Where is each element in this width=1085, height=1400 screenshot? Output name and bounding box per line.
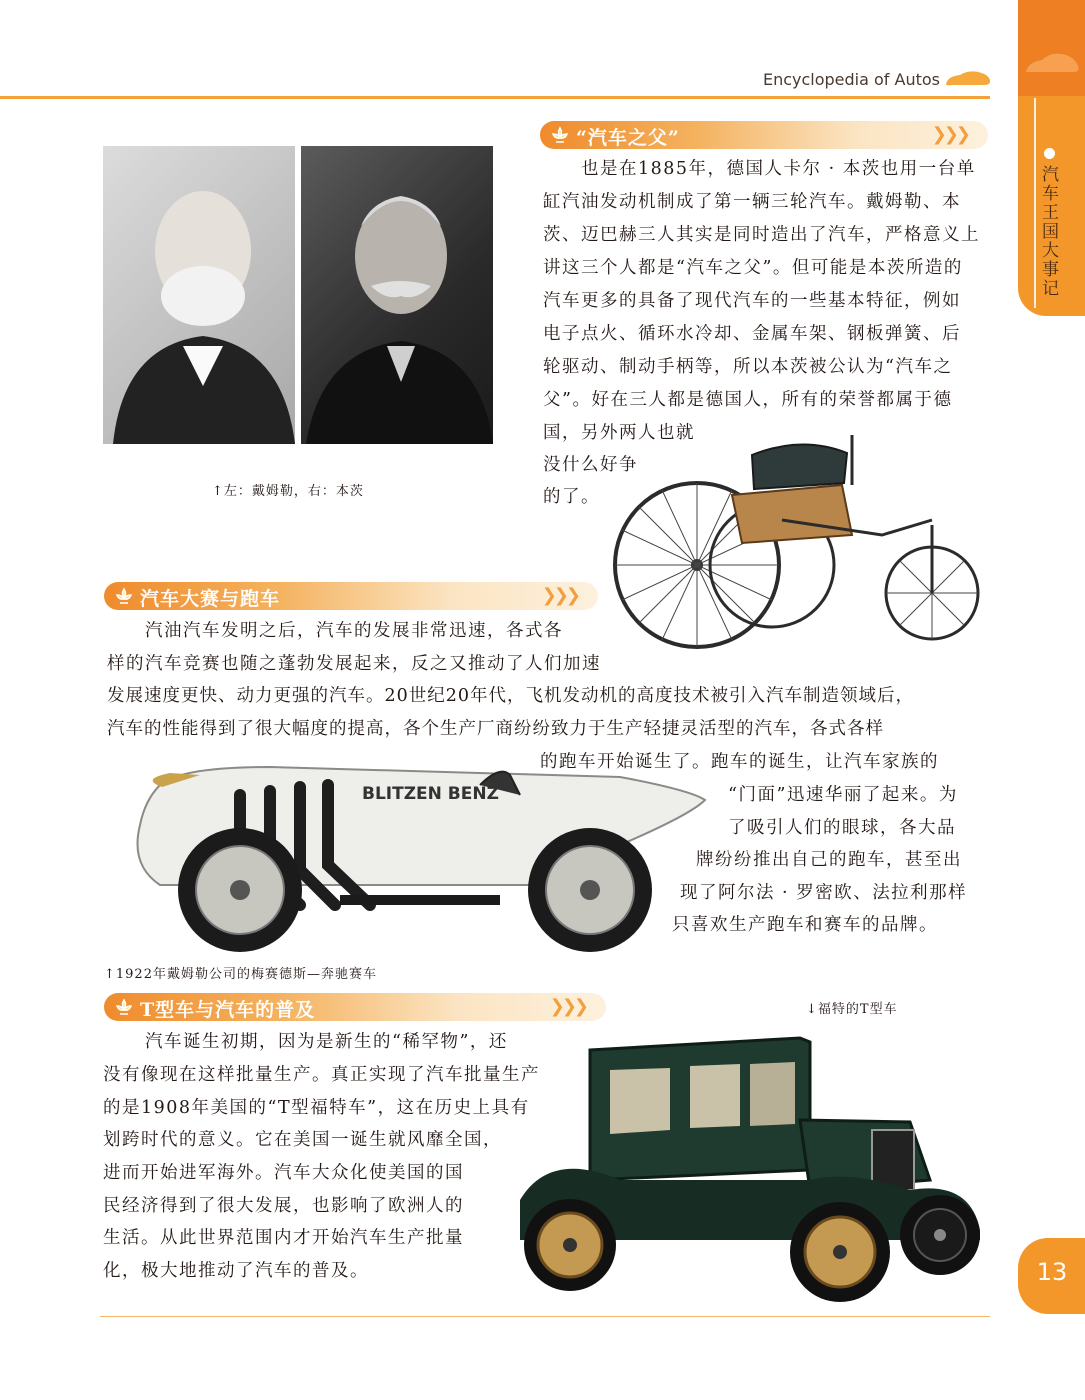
text-line: “门面”迅速华丽了起来。为: [728, 785, 958, 805]
footer-divider: [100, 1316, 990, 1317]
section-heading-father: [540, 121, 988, 149]
portrait-benz: [301, 146, 493, 444]
text-line: 轮驱动、制动手柄等，所以本茨被公认为“汽车之: [543, 357, 953, 377]
bullet-dot-icon: [1044, 148, 1055, 159]
chapter-tab-line: [1034, 98, 1036, 308]
text-line: 了吸引人们的眼球，各大品: [728, 818, 956, 838]
model-t-caption: ↓福特的T型车: [806, 1002, 898, 1017]
section-title: “汽车之父”: [576, 127, 680, 149]
text-line: 的是1908年美国的“T型福特车”，这在历史上具有: [103, 1098, 530, 1118]
chevrons-icon: ❯❯❯: [549, 996, 586, 1017]
text-line: 划跨时代的意义。它在美国一诞生就风靡全国，: [103, 1130, 502, 1150]
chapter-label: 汽车王国大事记: [1042, 165, 1059, 299]
header-title: Encyclopedia of Autos: [762, 70, 940, 89]
text-line: 进而开始进军海外。汽车大众化使美国的国: [103, 1163, 464, 1183]
text-line: 化，极大地推动了汽车的普及。: [103, 1261, 369, 1281]
race-car-caption: ↑1922年戴姆勒公司的梅赛德斯—奔驰赛车: [104, 967, 377, 982]
section-title: T型车与汽车的普及: [140, 999, 316, 1021]
text-line: 民经济得到了很大发展，也影响了欧洲人的: [103, 1196, 464, 1216]
text-line: 样的汽车竞赛也随之蓬勃发展起来，反之又推动了人们加速: [107, 654, 601, 674]
portraits-caption: ↑左：戴姆勒，右：本茨: [212, 484, 364, 499]
car-logo-icon: [944, 68, 992, 90]
text-line: 牌纷纷推出自己的跑车，甚至出: [696, 850, 962, 870]
text-line: 汽车的性能得到了很大幅度的提高，各个生产厂商纷纷致力于生产轻捷灵活型的汽车，各式各样: [107, 719, 884, 739]
text-line: 国，另外两人也就: [543, 423, 695, 443]
portraits-photo: [103, 146, 493, 444]
flower-icon: [114, 586, 134, 606]
flower-icon: [550, 125, 570, 145]
benz-tricycle-image: [612, 425, 992, 655]
chevrons-icon: ❯❯❯: [541, 585, 578, 606]
text-line: 发展速度更快、动力更强的汽车。20世纪20年代，飞机发动机的高度技术被引入汽车制造领域后，: [107, 686, 915, 706]
ford-model-t-image: [510, 1030, 990, 1310]
page-number: 13: [1036, 1258, 1068, 1286]
text-line: 没什么好争: [543, 455, 638, 475]
flower-icon: [114, 997, 134, 1017]
text-line: 父”。好在三人都是德国人，所有的荣誉都属于德: [543, 390, 953, 410]
car-silhouette-icon: [1022, 44, 1082, 84]
text-line: 汽油汽车发明之后，汽车的发展非常迅速，各式各: [107, 621, 563, 641]
header-divider: [0, 96, 990, 99]
portrait-daimler: [103, 146, 295, 444]
text-line: 只喜欢生产跑车和赛车的品牌。: [672, 915, 938, 935]
text-line: 现了阿尔法 · 罗密欧、法拉利那样: [680, 883, 968, 903]
text-line: 茨、迈巴赫三人其实是同时造出了汽车，严格意义上: [543, 225, 980, 245]
blitzen-benz-image: [100, 755, 710, 960]
car-lettering: BLITZEN BENZ: [362, 784, 499, 804]
text-line: 缸汽油发动机制成了第一辆三轮汽车。戴姆勒、本: [543, 192, 961, 212]
text-line: 的跑车开始诞生了。跑车的诞生，让汽车家族的: [540, 752, 939, 772]
section-heading-racing: [104, 582, 598, 610]
text-line: 讲这三个人都是“汽车之父”。但可能是本茨所造的: [543, 258, 963, 278]
text-line: 电子点火、循环水冷却、金属车架、钢板弹簧、后: [543, 324, 961, 344]
section-heading-model-t: [104, 993, 606, 1021]
text-line: 的了。: [543, 487, 600, 507]
text-line: 没有像现在这样批量生产。真正实现了汽车批量生产: [103, 1065, 540, 1085]
section-title: 汽车大赛与跑车: [140, 588, 281, 610]
text-line: 汽车更多的具备了现代汽车的一些基本特征，例如: [543, 291, 961, 311]
text-line: 汽车诞生初期，因为是新生的“稀罕物”，还: [107, 1032, 508, 1052]
text-line: 生活。从此世界范围内才开始汽车生产批量: [103, 1228, 464, 1248]
chevrons-icon: ❯❯❯: [931, 124, 968, 145]
text-line: 也是在1885年，德国人卡尔 · 本茨也用一台单: [543, 159, 976, 179]
